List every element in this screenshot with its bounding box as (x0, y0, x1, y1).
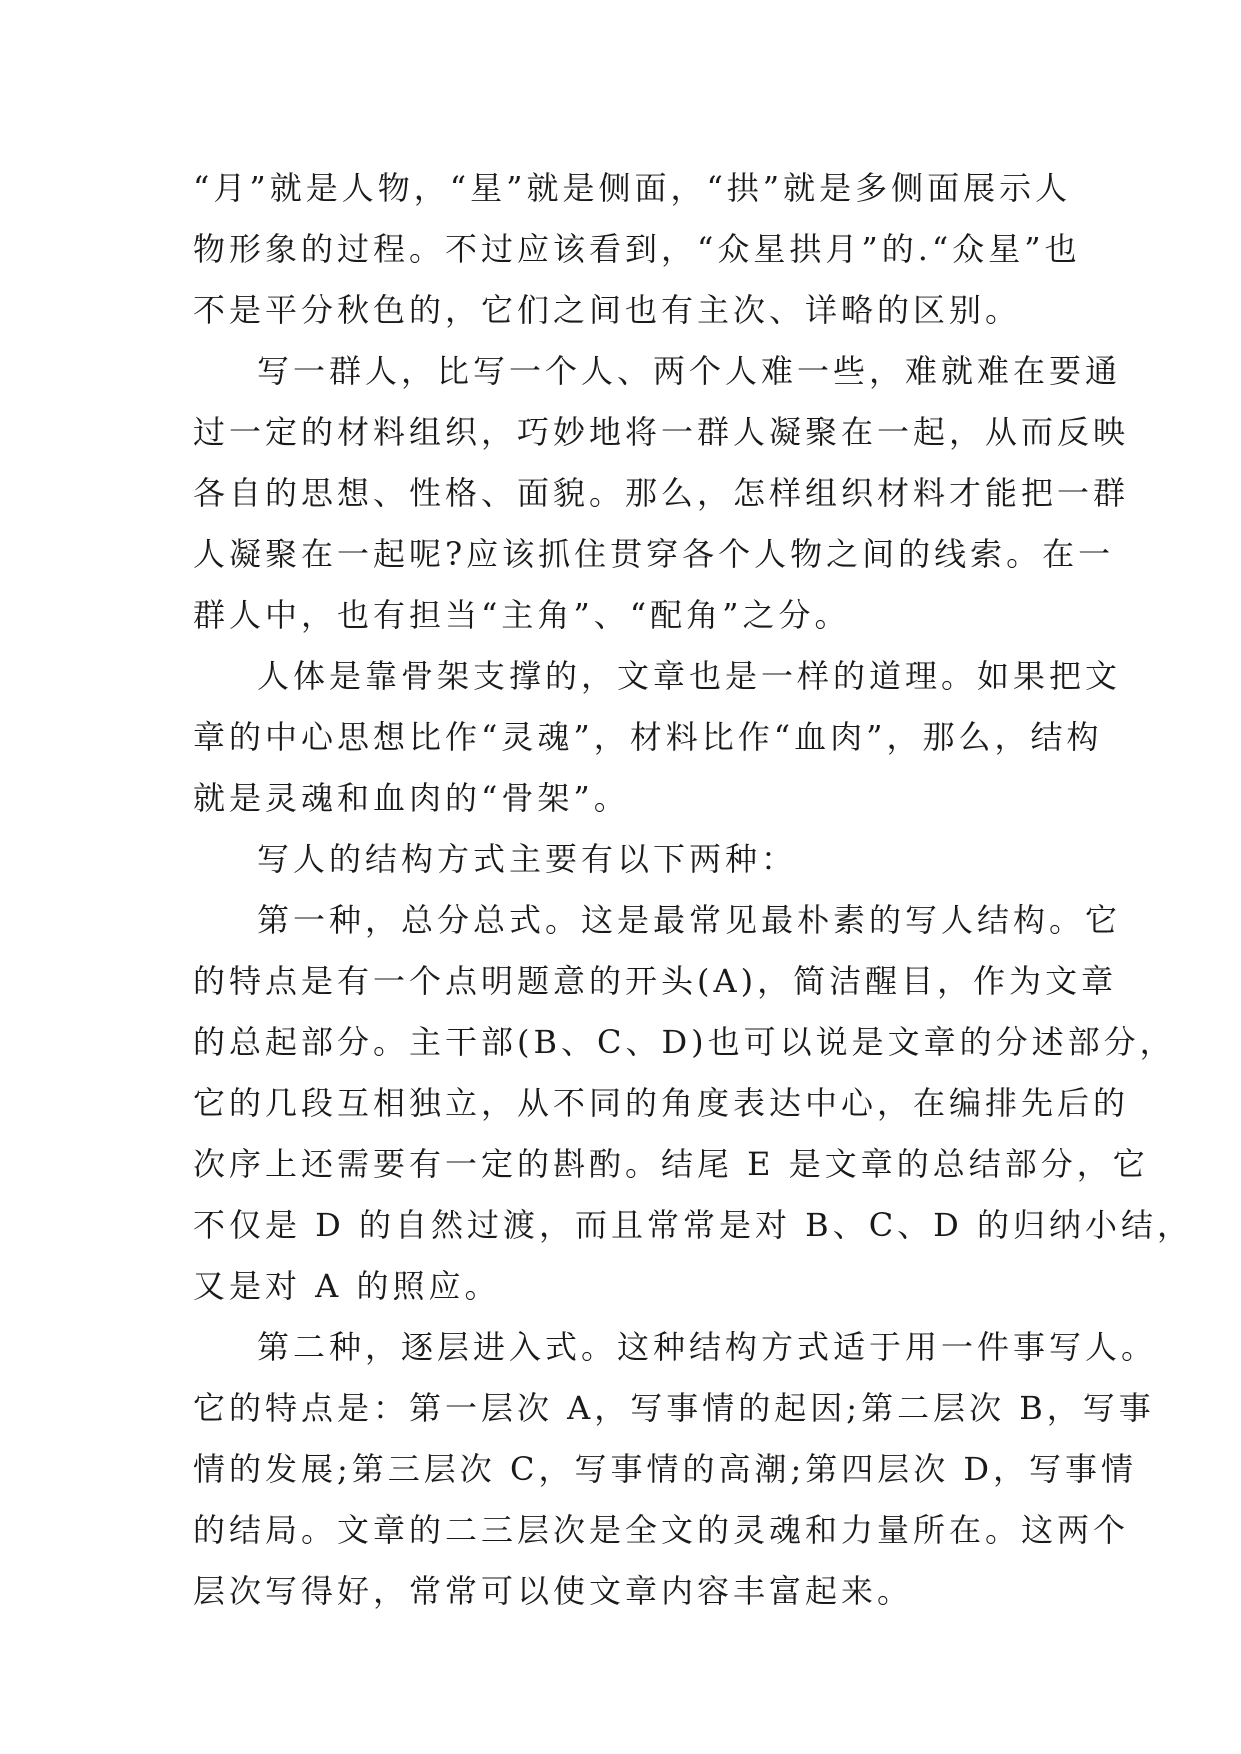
text-line: 各自的思想、性格、面貌。那么，怎样组织材料才能把一群 (193, 474, 1130, 512)
text-line: 的特点是有一个点明题意的开头(A)，简洁醒目，作为文章 (193, 962, 1118, 1000)
text-line: 群人中，也有担当“主角”、“配角”之分。 (193, 596, 851, 634)
text-line: 情的发展;第三层次 C，写事情的高潮;第四层次 D，写事情 (193, 1450, 1138, 1488)
text-line: 的总起部分。主干部(B、C、D)也可以说是文章的分述部分， (193, 1023, 1176, 1061)
text-line: 又是对 A 的照应。 (193, 1267, 501, 1305)
text-line: 物形象的过程。不过应该看到，“众星拱月”的.“众星”也 (193, 230, 1081, 268)
paragraph-first-line: 人体是靠骨架支撑的，文章也是一样的道理。如果把文 (257, 657, 1122, 695)
text-line: 的结局。文章的二三层次是全文的灵魂和力量所在。这两个 (193, 1511, 1130, 1549)
text-line: 它的特点是：第一层次 A，写事情的起因;第二层次 B，写事 (193, 1389, 1155, 1427)
text-line: 章的中心思想比作“灵魂”，材料比作“血肉”，那么，结构 (193, 718, 1103, 756)
text-line: 过一定的材料组织，巧妙地将一群人凝聚在一起，从而反映 (193, 413, 1130, 451)
text-line: 次序上还需要有一定的斟酌。结尾 E 是文章的总结部分，它 (193, 1145, 1149, 1183)
text-line: 不仅是 D 的自然过渡，而且常常是对 B、C、D 的归纳小结， (193, 1206, 1194, 1244)
body-text (193, 158, 1194, 1622)
text-line: 不是平分秋色的，它们之间也有主次、详略的区别。 (193, 291, 1022, 329)
paragraph-first-line: 写一群人，比写一个人、两个人难一些，难就难在要通 (257, 352, 1122, 390)
text-line: “月”就是人物，“星”就是侧面，“拱”就是多侧面展示人 (193, 169, 1072, 207)
text-line: 层次写得好，常常可以使文章内容丰富起来。 (193, 1572, 914, 1610)
text-line: 就是灵魂和血肉的“骨架”。 (193, 779, 630, 817)
text-line: 它的几段互相独立，从不同的角度表达中心，在编排先后的 (193, 1084, 1130, 1122)
paragraph-first-line: 第一种，总分总式。这是最常见最朴素的写人结构。它 (257, 901, 1122, 939)
paragraph-first-line: 第二种，逐层进入式。这种结构方式适于用一件事写人。 (257, 1328, 1158, 1366)
paragraph-first-line: 写人的结构方式主要有以下两种： (257, 840, 798, 878)
text-line: 人凝聚在一起呢?应该抓住贯穿各个人物之间的线索。在一 (193, 535, 1115, 573)
